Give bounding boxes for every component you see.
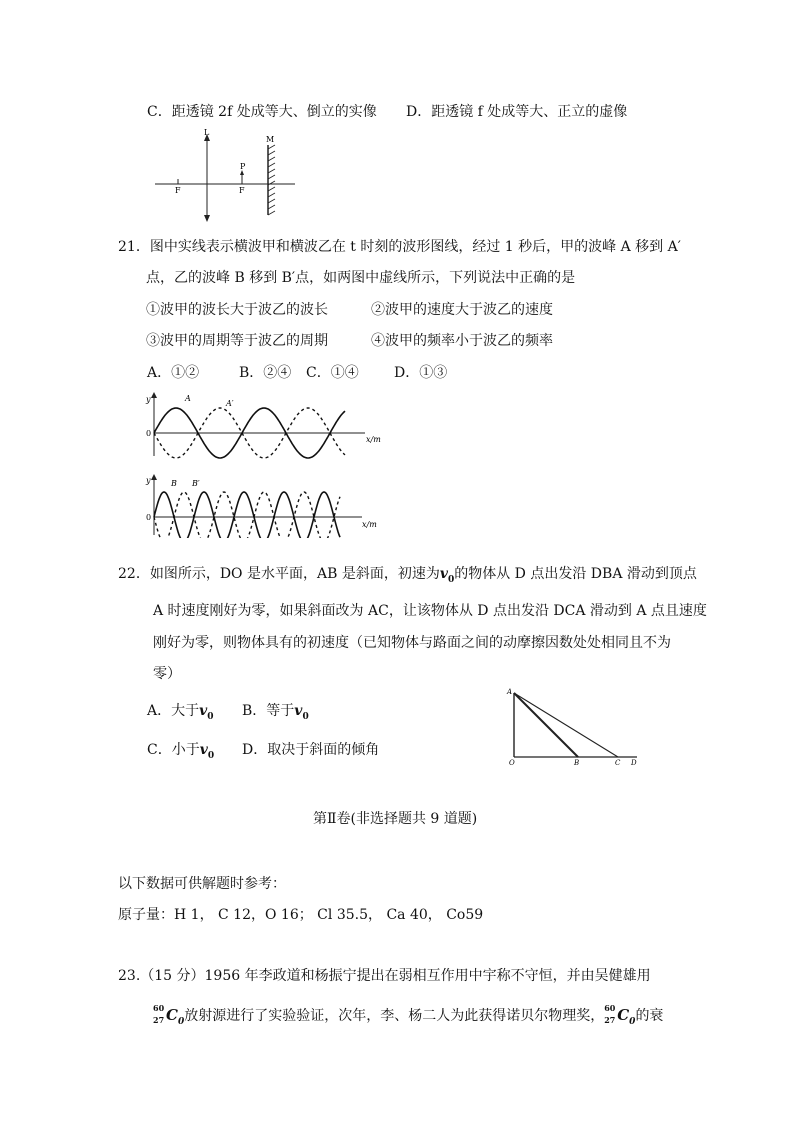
q22-option-c: C．小于$v_0$ xyxy=(147,742,215,761)
wave-jia-x-label: x/m xyxy=(366,435,381,444)
cobalt-isotope: 60 27 $C_0$ xyxy=(604,1003,636,1027)
wave-yi-dashed xyxy=(154,492,340,538)
label-o: O xyxy=(509,759,515,767)
label-f-left: F xyxy=(175,186,181,195)
label-l: L xyxy=(204,128,210,137)
q21-option-c: C．①④ xyxy=(306,365,359,381)
q22-line1: 22．如图所示，DO 是水平面，AB 是斜面，初速为$v_0$的物体从 D 点出发沿 DBA 滑动到顶点 xyxy=(118,566,697,585)
q21-statement-1: ①波甲的波长大于波乙的波长 xyxy=(146,302,328,318)
q21-statement-4: ④波甲的频率小于波乙的频率 xyxy=(371,333,553,349)
q21-statement-2: ②波甲的速度大于波乙的速度 xyxy=(371,302,553,318)
q21-stem-line1: 21．图中实线表示横波甲和横波乙在 t 时刻的波形图线，经过 1 秒后，甲的波峰 A 移到 A′ xyxy=(118,239,681,255)
q21-option-a: A．①② xyxy=(147,365,200,381)
section-2-title: 第Ⅱ卷(非选择题共 9 道题) xyxy=(313,811,478,827)
q22-option-a: A．大于$v_0$ xyxy=(147,703,214,722)
incline-ac xyxy=(514,693,618,757)
atomic-mass-line: 原子量：H 1， C 12，O 16； Cl 35.5， Ca 40， Co59 xyxy=(118,907,484,923)
q22-line4: 零） xyxy=(153,666,181,682)
wave-jia-y-label: y xyxy=(146,395,151,404)
reference-note: 以下数据可供解题时参考： xyxy=(118,876,286,892)
label-b-prime: B′ xyxy=(192,479,200,488)
wave-yi-origin: 0 xyxy=(146,513,152,522)
wave-yi-figure xyxy=(140,473,385,538)
q23-line1: 23.（15 分）1956 年李政道和杨振宁提出在弱相互作用中宇称不守恒，并由吴健雄用 xyxy=(118,968,651,984)
label-a: A xyxy=(185,394,191,403)
q22-line3: 刚好为零，则物体具有的初速度（已知物体与路面之间的动摩擦因数处处相同且不为 xyxy=(153,635,671,651)
label-b: B xyxy=(171,479,177,488)
label-f-right: F xyxy=(239,186,245,195)
wave-jia-figure xyxy=(140,390,390,460)
q22-line2: A 时速度刚好为零，如果斜面改为 AC，让该物体从 D 点出发沿 DCA 滑动到 A 点且速度 xyxy=(153,603,707,619)
q22-option-b: B．等于$v_0$ xyxy=(242,703,309,722)
label-p: P xyxy=(240,162,246,171)
q20-option-d: D．距透镜 f 处成等大、正立的虚像 xyxy=(406,104,628,120)
q21-statement-3: ③波甲的周期等于波乙的周期 xyxy=(146,333,328,349)
wave-yi-y-label: y xyxy=(146,476,151,485)
wave-yi-solid xyxy=(154,492,340,538)
wave-yi-x-label: x/m xyxy=(362,520,377,529)
label-b: B xyxy=(574,759,580,767)
label-a: A xyxy=(507,688,513,696)
q22-option-d: D．取决于斜面的倾角 xyxy=(242,742,380,758)
label-d: D xyxy=(631,759,637,767)
incline-ab xyxy=(514,693,578,757)
mirror-hatching xyxy=(268,145,275,215)
label-m: M xyxy=(266,135,275,144)
wave-jia-origin: 0 xyxy=(146,429,152,438)
q21-stem-line2: 点，乙的波峰 B 移到 B′点，如两图中虚线所示，下列说法中正确的是 xyxy=(146,270,576,286)
lens-mirror-diagram xyxy=(150,125,300,225)
q23-line2: 60 27 $C_0$放射源进行了实验验证，次年，李、杨二人为此获得诺贝尔物理奖， 60 27 $C_0$的衰 xyxy=(153,1003,664,1027)
incline-diagram xyxy=(500,685,645,770)
q20-option-c: C．距透镜 2f 处成等大、倒立的实像 xyxy=(147,104,377,120)
cobalt-isotope: 60 27 $C_0$ xyxy=(153,1003,185,1027)
label-c: C xyxy=(615,759,621,767)
q21-option-b: B．②④ xyxy=(239,365,292,381)
label-a-prime: A′ xyxy=(226,399,234,408)
q21-option-d: D．①③ xyxy=(394,365,448,381)
lens-arrow-bottom xyxy=(204,215,210,222)
